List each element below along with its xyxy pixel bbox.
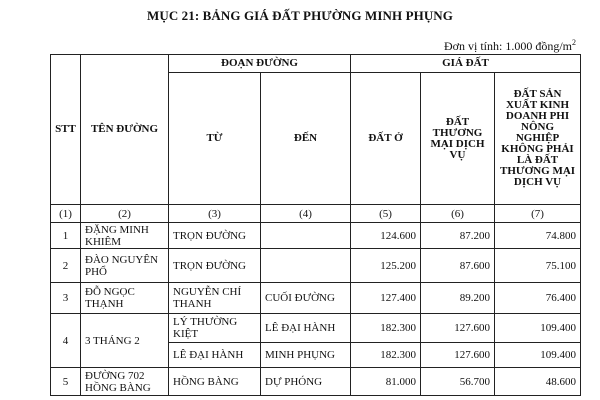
table-row: [51, 314, 581, 343]
cell-nonagri: 75.100: [495, 249, 581, 283]
page-title: MỤC 21: BẢNG GIÁ ĐẤT PHƯỜNG MINH PHỤNG: [146, 8, 454, 23]
cell-nonagri: 76.400: [495, 283, 581, 314]
cell-commercial: 87.600: [421, 249, 495, 283]
cell-to: [261, 223, 351, 249]
table-row: [51, 368, 581, 396]
col-number: (6): [421, 205, 495, 223]
header-commercial: ĐẤT THƯƠNG MẠI DỊCH VỤ: [421, 73, 495, 205]
cell-stt: 5: [51, 368, 81, 396]
header-nonagri: ĐẤT SẢN XUẤT KINH DOANH PHI NÔNG NGHIỆP KHÔNG PHẢI LÀ ĐẤT THƯƠNG MẠI DỊCH VỤ: [495, 73, 581, 205]
cell-to: MINH PHỤNG: [261, 343, 351, 368]
cell-to: [261, 249, 351, 283]
cell-name: ĐẶNG MINH KHIÊM: [81, 223, 169, 249]
cell-nonagri: 109.400: [495, 314, 581, 343]
cell-stt: 3: [51, 283, 81, 314]
cell-residential: 182.300: [351, 314, 421, 343]
cell-commercial: 127.600: [421, 343, 495, 368]
cell-residential: 124.600: [351, 223, 421, 249]
unit-text: Đơn vị tính: 1.000 đồng/m: [443, 39, 572, 53]
cell-residential: 81.000: [351, 368, 421, 396]
header-segment: ĐOẠN ĐƯỜNG: [169, 55, 351, 73]
header-residential: ĐẤT Ở: [351, 73, 421, 205]
header-from: TỪ: [169, 73, 261, 205]
cell-name: ĐÀO NGUYÊN PHỔ: [81, 249, 169, 283]
unit-superscript: 2: [572, 38, 576, 47]
cell-from: LÊ ĐẠI HÀNH: [169, 343, 261, 368]
unit-note: [444, 38, 576, 54]
cell-commercial: 127.600: [421, 314, 495, 343]
column-number-row: [51, 205, 581, 223]
cell-to: CUỐI ĐƯỜNG: [261, 283, 351, 314]
cell-to: LÊ ĐẠI HÀNH: [261, 314, 351, 343]
cell-stt: 1: [51, 223, 81, 249]
col-number: (3): [169, 205, 261, 223]
cell-commercial: 89.200: [421, 283, 495, 314]
cell-from: TRỌN ĐƯỜNG: [169, 223, 261, 249]
col-number: (4): [261, 205, 351, 223]
land-price-table: [50, 54, 581, 396]
col-number: (5): [351, 205, 421, 223]
cell-from: TRỌN ĐƯỜNG: [169, 249, 261, 283]
cell-stt: 2: [51, 249, 81, 283]
cell-name: ĐƯỜNG 702 HỒNG BÀNG: [81, 368, 169, 396]
cell-from: LÝ THƯỜNG KIỆT: [169, 314, 261, 343]
cell-stt: 4: [51, 314, 81, 368]
cell-residential: 127.400: [351, 283, 421, 314]
cell-name: ĐỖ NGỌC THẠNH: [81, 283, 169, 314]
cell-nonagri: 109.400: [495, 343, 581, 368]
cell-residential: 125.200: [351, 249, 421, 283]
header-row-1: [51, 55, 581, 73]
col-number: (1): [51, 205, 81, 223]
cell-commercial: 87.200: [421, 223, 495, 249]
cell-commercial: 56.700: [421, 368, 495, 396]
header-stt: STT: [51, 55, 81, 205]
table-row: [51, 283, 581, 314]
table-row: [51, 249, 581, 283]
cell-name: 3 THÁNG 2: [81, 314, 169, 368]
col-number: (2): [81, 205, 169, 223]
header-name: TÊN ĐƯỜNG: [81, 55, 169, 205]
cell-residential: 182.300: [351, 343, 421, 368]
col-number: (7): [495, 205, 581, 223]
cell-from: HỒNG BÀNG: [169, 368, 261, 396]
cell-to: DỰ PHÓNG: [261, 368, 351, 396]
cell-nonagri: 48.600: [495, 368, 581, 396]
table-row: [51, 223, 581, 249]
header-price: GIÁ ĐẤT: [351, 55, 581, 73]
cell-nonagri: 74.800: [495, 223, 581, 249]
header-to: ĐẾN: [261, 73, 351, 205]
cell-from: NGUYỄN CHÍ THANH: [169, 283, 261, 314]
